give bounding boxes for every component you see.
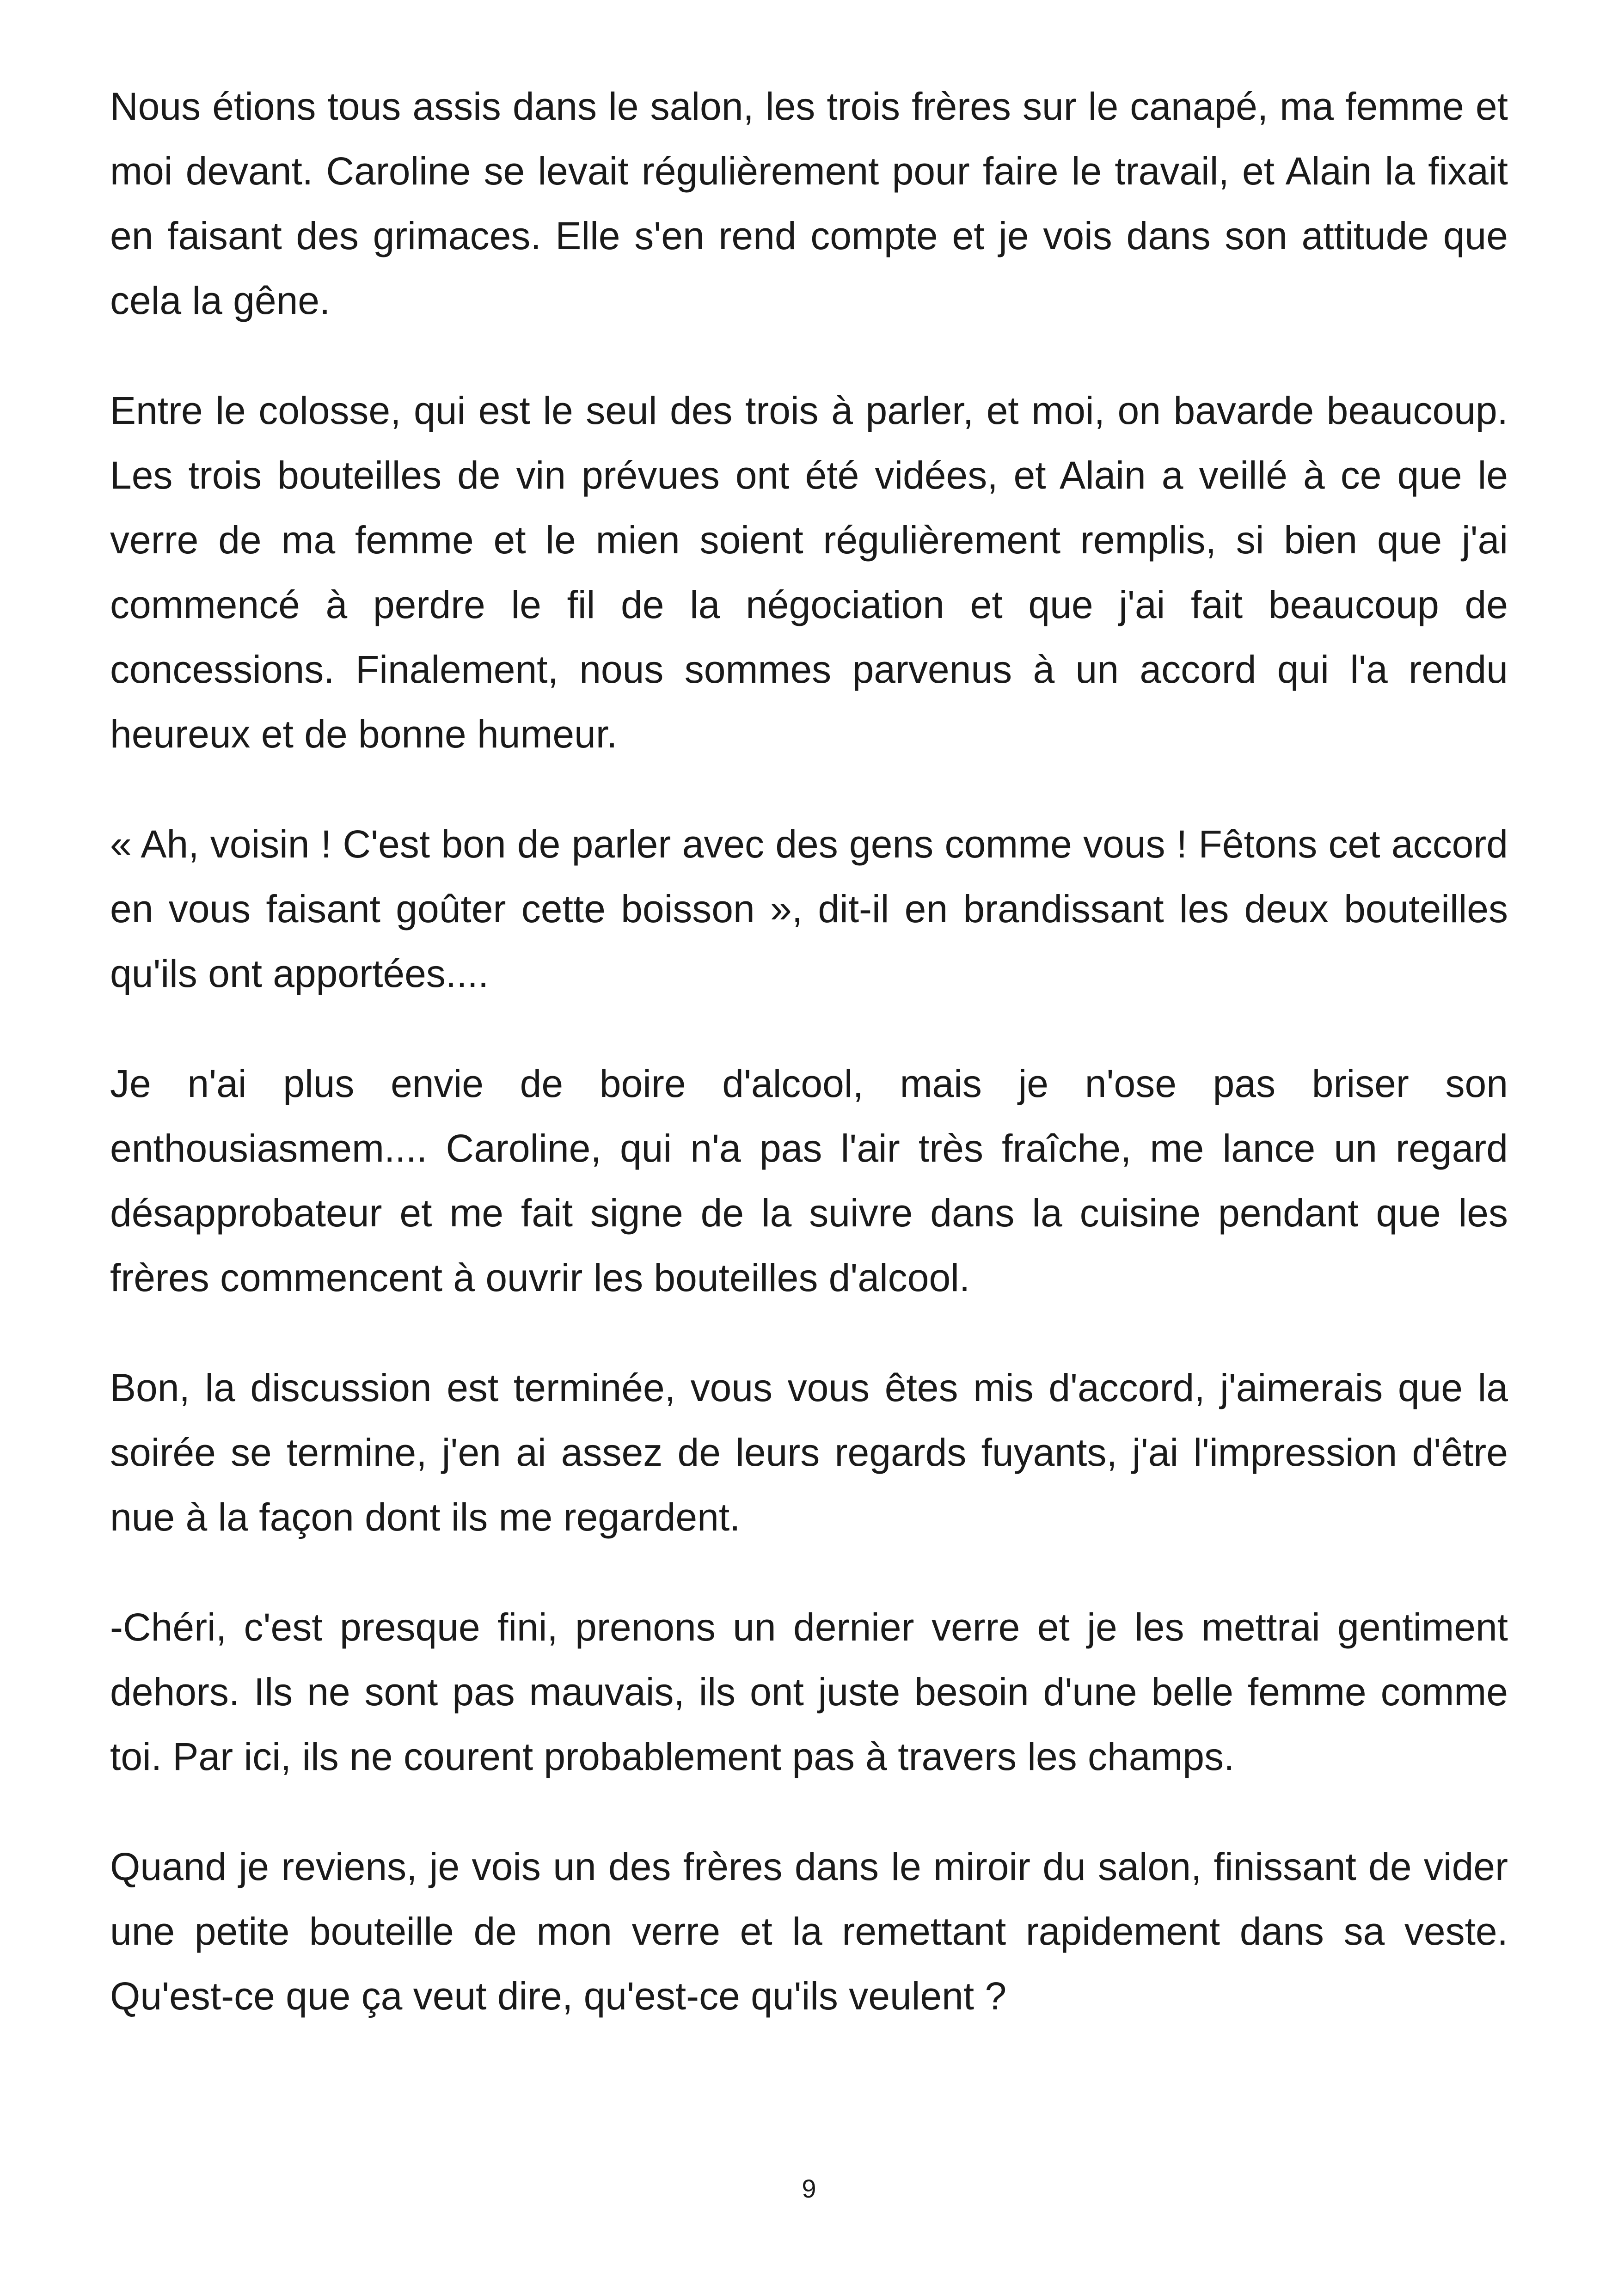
paragraph-6: -Chéri, c'est presque fini, prenons un dernier verre et je les mettrai gentiment dehors. Ils ne sont pas mauvais, ils ont juste besoin d'une belle femme comme toi. Par ici, ils ne courent probablement pas à travers les champs. <box>110 1605 1508 1778</box>
body-text <box>110 74 1508 2028</box>
paragraph-3: « Ah, voisin ! C'est bon de parler avec des gens comme vous ! Fêtons cet accord en vous faisant goûter cette boisson », dit-il en brandissant les deux bouteilles qu'ils ont apportées.... <box>110 822 1508 995</box>
paragraph-2: Entre le colosse, qui est le seul des trois à parler, et moi, on bavarde beaucoup. Les trois bouteilles de vin prévues ont été vidées, et Alain a veillé à ce que le verre de ma femme et le mien soient régulièrement remplis, si bien que j'ai commencé à perdre le fil de la négociation et que j'ai fait beaucoup de concessions. Finalement, nous sommes parvenus à un accord qui l'a rendu heureux et de bonne humeur. <box>110 389 1508 756</box>
paragraph-4: Je n'ai plus envie de boire d'alcool, mais je n'ose pas briser son enthousiasmem.... Caroline, qui n'a pas l'air très fraîche, me lance un regard désapprobateur et me fait signe de la suivre dans la cuisine pendant que les frères commencent à ouvrir les bouteilles d'alcool. <box>110 1062 1508 1299</box>
paragraph-1: Nous étions tous assis dans le salon, les trois frères sur le canapé, ma femme et moi devant. Caroline se levait régulièrement pour faire le travail, et Alain la fixait en faisant des grimaces. Elle s'en rend compte et je vois dans son attitude que cela la gêne. <box>110 85 1508 322</box>
paragraph-7: Quand je reviens, je vois un des frères dans le miroir du salon, finissant de vider une petite bouteille de mon verre et la remettant rapidement dans sa veste. Qu'est-ce que ça veut dire, qu'est-ce qu'ils veulent ? <box>110 1845 1508 2018</box>
paragraph-5: Bon, la discussion est terminée, vous vous êtes mis d'accord, j'aimerais que la soirée se termine, j'en ai assez de leurs regards fuyants, j'ai l'impression d'être nue à la façon dont ils me regardent. <box>110 1366 1508 1539</box>
page-number: 9 <box>802 2174 816 2203</box>
